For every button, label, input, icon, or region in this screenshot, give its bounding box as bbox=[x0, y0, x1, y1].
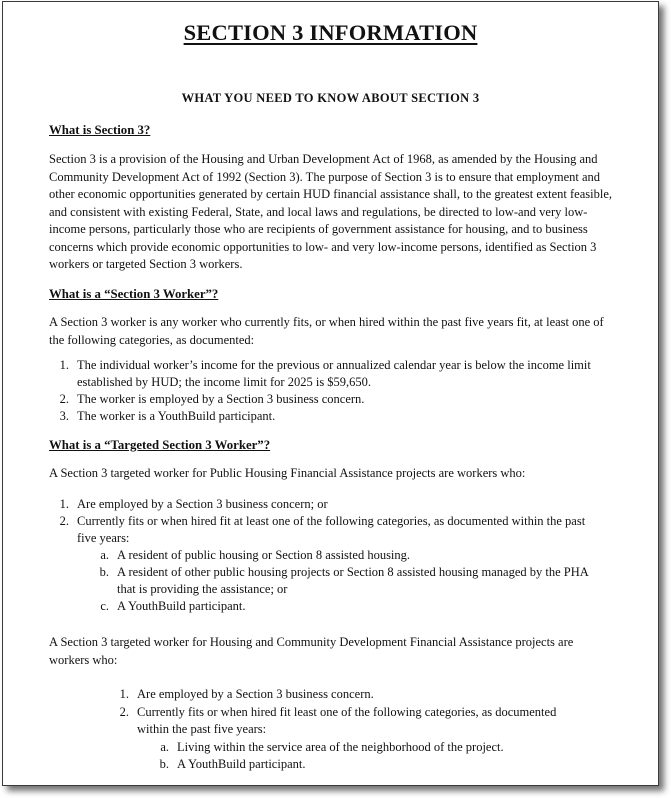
list-item: 1. The individual worker’s income for the previous or annualized calendar year is below the income limit established by HUD; the income limit for 2025 is $59,650. bbox=[59, 358, 591, 389]
heading-what-is-section-3: What is Section 3? bbox=[49, 123, 151, 137]
list-item: 3. The worker is a YouthBuild participant. bbox=[59, 409, 276, 423]
page-subtitle: WHAT YOU NEED TO KNOW ABOUT SECTION 3 bbox=[181, 91, 480, 105]
page-title: SECTION 3 INFORMATION bbox=[183, 20, 478, 45]
document-page bbox=[2, 1, 659, 786]
sub-list-item: b. A YouthBuild participant. bbox=[159, 757, 306, 771]
sub-list-item: a. Living within the service area of the neighborhood of the project. bbox=[160, 740, 504, 754]
sub-list-item: a. A resident of public housing or Section 8 assisted housing. bbox=[100, 548, 411, 562]
section-3-description: Section 3 is a provision of the Housing and Urban Development Act of 1968, as amended by the Housing and Community Development Act of 1992 (Section 3). The purpose of Section 3 is to ensure that employment and other economic opportunities generated by certain HUD financial assistance shall, to the greatest extent feasible, and consistent with existing Federal, State, and local laws and regulations, be directed to low-and very low-income persons, particularly those who are recipients of government assistance for housing, and to business concerns which provide economic opportunities to low- and very low-income persons, identified as Section 3 workers or targeted Section 3 workers. bbox=[49, 152, 612, 271]
targeted-worker-intro-public-housing: A Section 3 targeted worker for Public Housing Financial Assistance projects are workers who: bbox=[49, 466, 526, 480]
list-item: 2. Currently fits or when hired fit least one of the following categories, as documented within the past five years: bbox=[119, 705, 557, 736]
section-3-worker-intro: A Section 3 worker is any worker who currently fits, or when hired within the past five years fit, at least one of the following categories, as documented: bbox=[49, 315, 604, 347]
sub-list-item: b. A resident of other public housing projects or Section 8 assisted housing managed by the PHA that is providing the assistance; or bbox=[99, 565, 589, 596]
list-item: 2. The worker is employed by a Section 3 business concern. bbox=[59, 392, 365, 406]
list-item: 1. Are employed by a Section 3 business concern. bbox=[119, 687, 374, 701]
sub-list-item: c. A YouthBuild participant. bbox=[100, 599, 246, 613]
heading-section-3-worker: What is a “Section 3 Worker”? bbox=[49, 287, 219, 301]
targeted-worker-intro-community-development: A Section 3 targeted worker for Housing and Community Development Financial Assistance projects are workers who: bbox=[49, 635, 574, 667]
list-item: 2. Currently fits or when hired fit at least one of the following categories, as documented within the past five years: bbox=[59, 514, 586, 545]
list-item: 1. Are employed by a Section 3 business concern; or bbox=[59, 497, 328, 511]
heading-targeted-section-3-worker: What is a “Targeted Section 3 Worker”? bbox=[49, 438, 271, 452]
